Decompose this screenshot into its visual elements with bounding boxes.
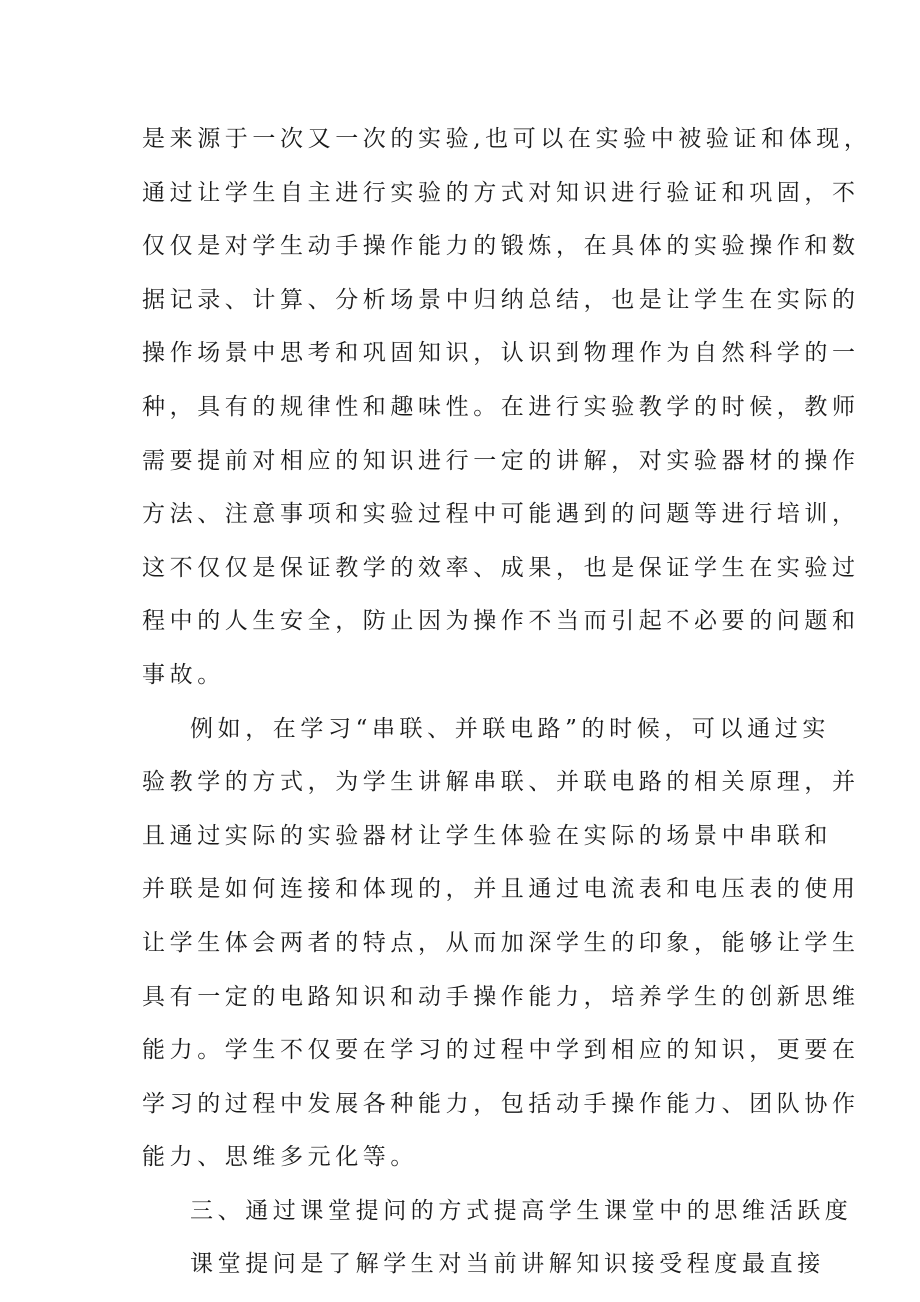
text-line: 且通过实际的实验器材让学生体验在实际的场景中串联和 — [142, 822, 832, 849]
body-text — [142, 113, 872, 1292]
text-line: 这不仅仅是保证教学的效率、成果，也是保证学生在实验过 — [142, 554, 860, 581]
text-line: 让学生体会两者的特点，从而加深学生的印象，能够让学生 — [142, 929, 860, 956]
text-line: 能力。学生不仅要在学习的过程中学到相应的知识，更要在 — [142, 1037, 860, 1064]
section-heading: 三、通过课堂提问的方式提高学生课堂中的思维活跃度 — [190, 1197, 853, 1224]
text-line: 据记录、计算、分析场景中归纳总结，也是让学生在实际的 — [142, 286, 860, 313]
text-line: 验教学的方式，为学生讲解串联、并联电路的相关原理，并 — [142, 769, 860, 796]
text-line: 是来源于一次又一次的实验,也可以在实验中被验证和体现， — [142, 126, 872, 152]
text-line: 程中的人生安全，防止因为操作不当而引起不必要的问题和 — [142, 608, 860, 635]
text-line: 操作场景中思考和巩固知识，认识到物理作为自然科学的一 — [142, 340, 860, 367]
text-line: 事故。 — [142, 661, 225, 688]
text-line: 具有一定的电路知识和动手操作能力，培养学生的创新思维 — [142, 983, 860, 1010]
text-line: 并联是如何连接和体现的，并且通过电流表和电压表的使用 — [142, 876, 860, 903]
text-line: 能力、思维多元化等。 — [142, 1144, 418, 1171]
text-line: 种，具有的规律性和趣味性。在进行实验教学的时候，教师 — [142, 393, 860, 420]
text-line: 学习的过程中发展各种能力，包括动手操作能力、团队协作 — [142, 1090, 860, 1117]
paragraph-start-line: 例如，在学习“串联、并联电路”的时候，可以通过实 — [190, 715, 830, 742]
text-line: 仅仅是对学生动手操作能力的锻炼，在具体的实验操作和数 — [142, 233, 860, 260]
text-line: 通过让学生自主进行实验的方式对知识进行验证和巩固，不 — [142, 179, 860, 206]
paragraph-start-line: 课堂提问是了解学生对当前讲解知识接受程度最直接 — [190, 1251, 825, 1278]
text-line: 方法、注意事项和实验过程中可能遇到的问题等进行培训， — [142, 501, 860, 528]
text-line: 需要提前对相应的知识进行一定的讲解，对实验器材的操作 — [142, 447, 860, 474]
